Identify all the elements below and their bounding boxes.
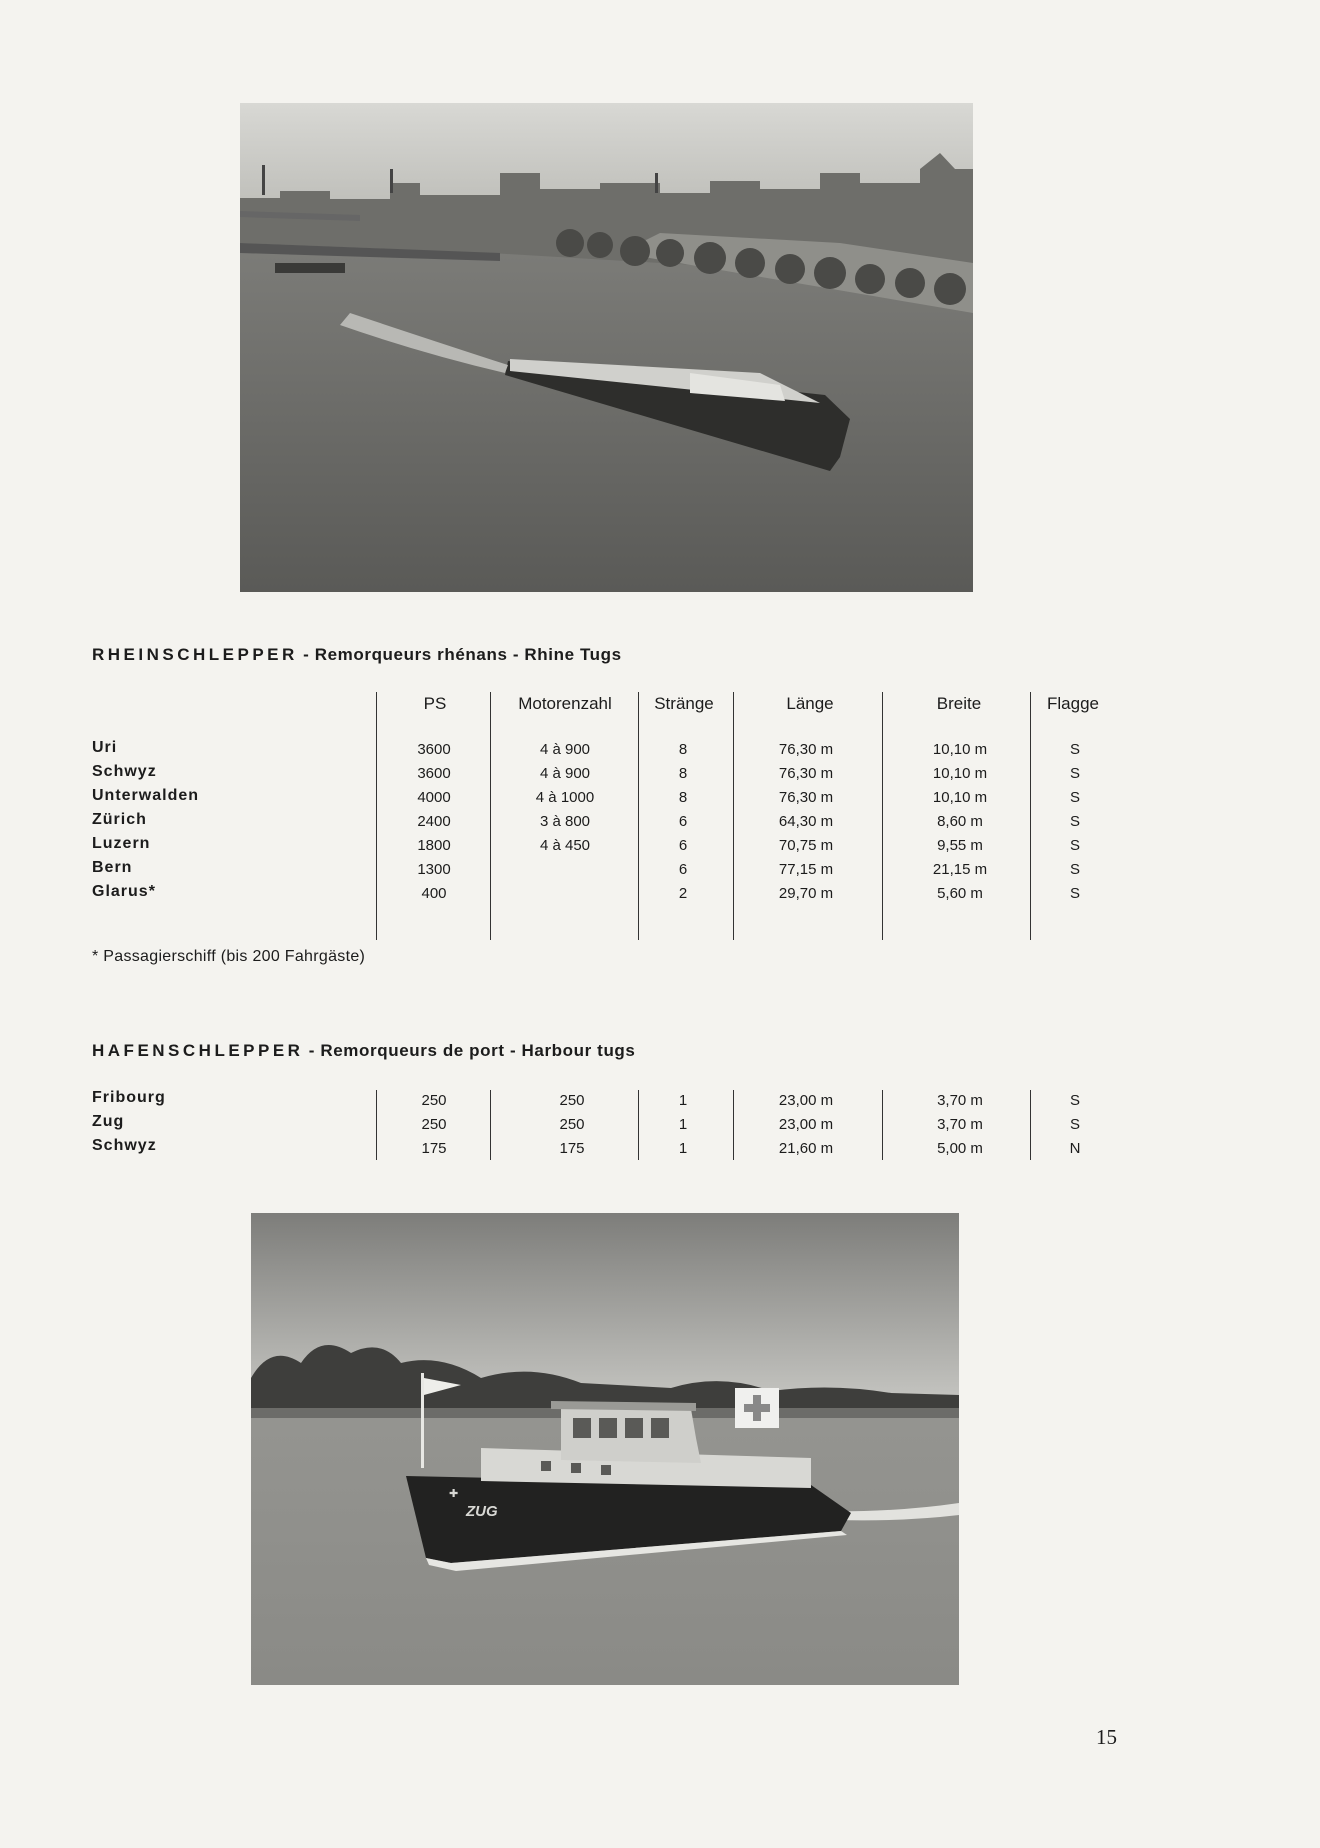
cell-laenge: 76,30 m <box>778 765 834 782</box>
harbour-tugs-title <box>92 1041 635 1061</box>
hull-cross-icon: ✚ <box>449 1488 459 1500</box>
rule <box>733 692 734 940</box>
boat-name-label: ZUG <box>466 1503 498 1520</box>
header-flagge: Flagge <box>1047 694 1099 713</box>
cell-breite: 10,10 m <box>932 741 988 758</box>
rhine-tugs-title-rest: - Remorqueurs rhénans - Rhine Tugs <box>297 645 622 664</box>
row-name: Glarus* <box>92 883 156 900</box>
cell-laenge: 23,00 m <box>778 1116 834 1133</box>
cell-ps: 400 <box>421 885 447 902</box>
rule <box>490 692 491 940</box>
cell-straenge: 6 <box>678 837 688 854</box>
cell-straenge: 1 <box>678 1092 688 1109</box>
cell-laenge: 29,70 m <box>778 885 834 902</box>
row-name: Zug <box>92 1113 125 1130</box>
cell-ps: 2400 <box>417 813 451 830</box>
cell-ps: 175 <box>421 1140 447 1157</box>
rule <box>1030 692 1031 940</box>
cell-breite: 5,60 m <box>937 885 983 902</box>
rule <box>638 1090 639 1160</box>
cell-breite: 21,15 m <box>932 861 988 878</box>
cell-laenge: 76,30 m <box>778 789 834 806</box>
photo-rhine-tug <box>240 103 973 592</box>
row-name: Fribourg <box>92 1089 166 1106</box>
cell-flagge: S <box>1069 741 1080 758</box>
row-name: Uri <box>92 739 118 756</box>
cell-motoren: 4 à 450 <box>539 837 591 854</box>
cell-breite: 3,70 m <box>937 1092 983 1109</box>
cell-flagge: S <box>1069 813 1080 830</box>
row-name: Luzern <box>92 835 151 852</box>
cell-flagge: S <box>1069 837 1080 854</box>
cell-ps: 250 <box>421 1116 447 1133</box>
row-name: Unterwalden <box>92 787 200 804</box>
cell-motoren: 250 <box>559 1092 585 1109</box>
rhine-tugs-title-lead: RHEINSCHLEPPER <box>92 645 298 664</box>
cell-motoren: 4 à 900 <box>539 765 591 782</box>
cell-flagge: S <box>1069 861 1080 878</box>
header-ps: PS <box>423 694 447 713</box>
harbour-tugs-title-lead: HAFENSCHLEPPER <box>92 1041 304 1060</box>
cell-motoren: 175 <box>559 1140 585 1157</box>
header-laenge: Länge <box>786 694 834 713</box>
photo-harbour-tug-zug <box>251 1213 959 1685</box>
rhine-tugs-title <box>92 645 622 665</box>
rule <box>376 1090 377 1160</box>
cell-flagge: S <box>1069 885 1080 902</box>
cell-straenge: 2 <box>678 885 688 902</box>
cell-flagge: N <box>1069 1140 1081 1157</box>
cell-motoren: 3 à 800 <box>539 813 591 830</box>
cell-straenge: 1 <box>678 1140 688 1157</box>
cell-breite: 5,00 m <box>937 1140 983 1157</box>
rule <box>376 692 377 940</box>
cell-breite: 9,55 m <box>937 837 983 854</box>
row-name: Zürich <box>92 811 147 828</box>
page-number: 15 <box>1096 1725 1117 1749</box>
cell-straenge: 8 <box>678 741 688 758</box>
header-straenge: Stränge <box>654 694 714 713</box>
cell-ps: 1800 <box>417 837 451 854</box>
cell-breite: 8,60 m <box>937 813 983 830</box>
rule <box>490 1090 491 1160</box>
rule <box>638 692 639 940</box>
harbour-tugs-title-rest: - Remorqueurs de port - Harbour tugs <box>303 1041 636 1060</box>
cell-laenge: 70,75 m <box>778 837 834 854</box>
cell-laenge: 64,30 m <box>778 813 834 830</box>
rule <box>882 692 883 940</box>
cell-ps: 1300 <box>417 861 451 878</box>
cell-straenge: 6 <box>678 813 688 830</box>
cell-laenge: 23,00 m <box>778 1092 834 1109</box>
cell-straenge: 8 <box>678 765 688 782</box>
cell-flagge: S <box>1069 1116 1080 1133</box>
rule <box>882 1090 883 1160</box>
row-name: Bern <box>92 859 133 876</box>
cell-laenge: 76,30 m <box>778 741 834 758</box>
rule <box>1030 1090 1031 1160</box>
cell-motoren: 4 à 1000 <box>535 789 595 806</box>
cell-breite: 10,10 m <box>932 765 988 782</box>
header-motorenzahl: Motorenzahl <box>518 694 612 713</box>
cell-straenge: 1 <box>678 1116 688 1133</box>
cell-motoren: 250 <box>559 1116 585 1133</box>
cell-flagge: S <box>1069 1092 1080 1109</box>
row-name: Schwyz <box>92 1137 157 1154</box>
cell-motoren: 4 à 900 <box>539 741 591 758</box>
cell-flagge: S <box>1069 789 1080 806</box>
row-name: Schwyz <box>92 763 157 780</box>
cell-ps: 3600 <box>417 741 451 758</box>
cell-laenge: 77,15 m <box>778 861 834 878</box>
header-breite: Breite <box>936 694 982 713</box>
cell-ps: 4000 <box>417 789 451 806</box>
cell-straenge: 6 <box>678 861 688 878</box>
cell-laenge: 21,60 m <box>778 1140 834 1157</box>
footnote-passenger-ship: * Passagierschiff (bis 200 Fahrgäste) <box>92 948 366 965</box>
rule <box>733 1090 734 1160</box>
cell-ps: 3600 <box>417 765 451 782</box>
cell-flagge: S <box>1069 765 1080 782</box>
cell-breite: 10,10 m <box>932 789 988 806</box>
cell-straenge: 8 <box>678 789 688 806</box>
cell-breite: 3,70 m <box>937 1116 983 1133</box>
cell-ps: 250 <box>421 1092 447 1109</box>
